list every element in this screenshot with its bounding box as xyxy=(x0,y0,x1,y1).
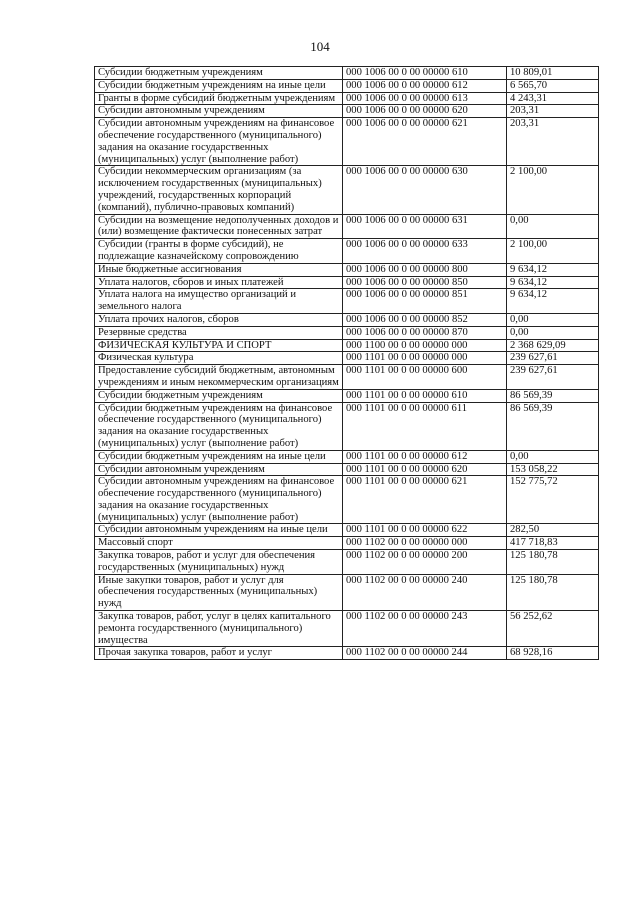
row-sum-cell: 0,00 xyxy=(507,326,599,339)
row-code-cell: 000 1102 00 0 00 00000 243 xyxy=(343,611,507,647)
row-name-cell: Резервные средства xyxy=(95,326,343,339)
row-code-cell: 000 1101 00 0 00 00000 000 xyxy=(343,352,507,365)
table-row xyxy=(95,537,599,550)
row-name-cell: Субсидии бюджетным учреждениям на иные цели xyxy=(95,79,343,92)
table-row xyxy=(95,263,599,276)
row-name-cell: Уплата налога на имущество организаций и земельного налога xyxy=(95,289,343,314)
row-code-cell: 000 1006 00 0 00 00000 870 xyxy=(343,326,507,339)
row-code-cell: 000 1006 00 0 00 00000 612 xyxy=(343,79,507,92)
row-sum-cell: 9 634,12 xyxy=(507,276,599,289)
row-sum-cell: 239 627,61 xyxy=(507,352,599,365)
row-code-cell: 000 1006 00 0 00 00000 852 xyxy=(343,313,507,326)
table-row xyxy=(95,611,599,647)
table-row xyxy=(95,166,599,214)
row-name-cell: Субсидии бюджетным учреждениям на финансовое обеспечение государственного (муниципального) задания на оказание государственных (муниципальных) услуг (выполнение работ) xyxy=(95,402,343,450)
row-name-cell: Субсидии автономным учреждениям xyxy=(95,105,343,118)
budget-table xyxy=(94,66,599,660)
table-row xyxy=(95,647,599,660)
row-code-cell: 000 1006 00 0 00 00000 633 xyxy=(343,239,507,264)
row-name-cell: Закупка товаров, работ, услуг в целях капитального ремонта государственного (муниципального) имущества xyxy=(95,611,343,647)
row-sum-cell: 86 569,39 xyxy=(507,389,599,402)
table-row xyxy=(95,524,599,537)
row-code-cell: 000 1101 00 0 00 00000 612 xyxy=(343,450,507,463)
table-row xyxy=(95,214,599,239)
row-code-cell: 000 1101 00 0 00 00000 620 xyxy=(343,463,507,476)
row-sum-cell: 4 243,31 xyxy=(507,92,599,105)
table-row xyxy=(95,105,599,118)
row-sum-cell: 10 809,01 xyxy=(507,67,599,80)
row-name-cell: Гранты в форме субсидий бюджетным учреждениям xyxy=(95,92,343,105)
row-name-cell: Массовый спорт xyxy=(95,537,343,550)
table-row xyxy=(95,339,599,352)
row-code-cell: 000 1101 00 0 00 00000 600 xyxy=(343,365,507,390)
row-code-cell: 000 1006 00 0 00 00000 610 xyxy=(343,67,507,80)
row-name-cell: ФИЗИЧЕСКАЯ КУЛЬТУРА И СПОРТ xyxy=(95,339,343,352)
row-code-cell: 000 1101 00 0 00 00000 611 xyxy=(343,402,507,450)
row-code-cell: 000 1006 00 0 00 00000 630 xyxy=(343,166,507,214)
row-name-cell: Предоставление субсидий бюджетным, автономным учреждениям и иным некоммерческим организациям xyxy=(95,365,343,390)
row-code-cell: 000 1006 00 0 00 00000 850 xyxy=(343,276,507,289)
row-code-cell: 000 1006 00 0 00 00000 613 xyxy=(343,92,507,105)
table-row xyxy=(95,402,599,450)
table-row xyxy=(95,450,599,463)
row-code-cell: 000 1101 00 0 00 00000 621 xyxy=(343,476,507,524)
row-name-cell: Субсидии бюджетным учреждениям xyxy=(95,389,343,402)
row-code-cell: 000 1006 00 0 00 00000 851 xyxy=(343,289,507,314)
table-row xyxy=(95,289,599,314)
row-code-cell: 000 1102 00 0 00 00000 000 xyxy=(343,537,507,550)
row-sum-cell: 9 634,12 xyxy=(507,263,599,276)
row-name-cell: Уплата налогов, сборов и иных платежей xyxy=(95,276,343,289)
row-code-cell: 000 1006 00 0 00 00000 800 xyxy=(343,263,507,276)
row-sum-cell: 6 565,70 xyxy=(507,79,599,92)
table-row xyxy=(95,550,599,575)
table-row xyxy=(95,276,599,289)
table-row xyxy=(95,313,599,326)
row-name-cell: Закупка товаров, работ и услуг для обеспечения государственных (муниципальных) нужд xyxy=(95,550,343,575)
row-code-cell: 000 1006 00 0 00 00000 631 xyxy=(343,214,507,239)
row-sum-cell: 417 718,83 xyxy=(507,537,599,550)
row-name-cell: Уплата прочих налогов, сборов xyxy=(95,313,343,326)
row-sum-cell: 153 058,22 xyxy=(507,463,599,476)
row-name-cell: Субсидии на возмещение недополученных доходов и (или) возмещение фактически понесенных затрат xyxy=(95,214,343,239)
row-name-cell: Субсидии автономным учреждениям на финансовое обеспечение государственного (муниципального) задания на оказание государственных (муниципальных) услуг (выполнение работ) xyxy=(95,476,343,524)
row-code-cell: 000 1102 00 0 00 00000 200 xyxy=(343,550,507,575)
budget-table-body xyxy=(95,67,599,660)
row-name-cell: Иные бюджетные ассигнования xyxy=(95,263,343,276)
row-name-cell: Субсидии бюджетным учреждениям на иные цели xyxy=(95,450,343,463)
row-code-cell: 000 1006 00 0 00 00000 621 xyxy=(343,118,507,166)
row-name-cell: Физическая культура xyxy=(95,352,343,365)
table-row xyxy=(95,352,599,365)
row-code-cell: 000 1006 00 0 00 00000 620 xyxy=(343,105,507,118)
row-name-cell: Субсидии бюджетным учреждениям xyxy=(95,67,343,80)
row-sum-cell: 282,50 xyxy=(507,524,599,537)
row-sum-cell: 203,31 xyxy=(507,105,599,118)
table-row xyxy=(95,118,599,166)
table-row xyxy=(95,326,599,339)
row-code-cell: 000 1102 00 0 00 00000 240 xyxy=(343,574,507,610)
row-code-cell: 000 1102 00 0 00 00000 244 xyxy=(343,647,507,660)
table-row xyxy=(95,463,599,476)
row-name-cell: Субсидии автономным учреждениям на финансовое обеспечение государственного (муниципального) задания на оказание государственных (муниципальных) услуг (выполнение работ) xyxy=(95,118,343,166)
row-sum-cell: 86 569,39 xyxy=(507,402,599,450)
row-sum-cell: 125 180,78 xyxy=(507,550,599,575)
table-row xyxy=(95,67,599,80)
row-sum-cell: 239 627,61 xyxy=(507,365,599,390)
table-row xyxy=(95,574,599,610)
row-sum-cell: 2 368 629,09 xyxy=(507,339,599,352)
table-row xyxy=(95,389,599,402)
row-sum-cell: 125 180,78 xyxy=(507,574,599,610)
row-name-cell: Субсидии (гранты в форме субсидий), не подлежащие казначейскому сопровождению xyxy=(95,239,343,264)
table-row xyxy=(95,476,599,524)
row-sum-cell: 0,00 xyxy=(507,313,599,326)
row-sum-cell: 2 100,00 xyxy=(507,166,599,214)
row-sum-cell: 2 100,00 xyxy=(507,239,599,264)
table-row xyxy=(95,79,599,92)
row-sum-cell: 9 634,12 xyxy=(507,289,599,314)
row-sum-cell: 68 928,16 xyxy=(507,647,599,660)
row-sum-cell: 56 252,62 xyxy=(507,611,599,647)
row-code-cell: 000 1100 00 0 00 00000 000 xyxy=(343,339,507,352)
row-sum-cell: 0,00 xyxy=(507,214,599,239)
row-sum-cell: 0,00 xyxy=(507,450,599,463)
row-name-cell: Прочая закупка товаров, работ и услуг xyxy=(95,647,343,660)
page-number: 104 xyxy=(310,39,330,54)
row-code-cell: 000 1101 00 0 00 00000 622 xyxy=(343,524,507,537)
table-row xyxy=(95,365,599,390)
table-row xyxy=(95,92,599,105)
row-name-cell: Субсидии некоммерческим организациям (за исключением государственных (муниципальных) учреждений, государственных корпораций (компаний), публично-правовых компаний) xyxy=(95,166,343,214)
row-sum-cell: 203,31 xyxy=(507,118,599,166)
row-name-cell: Субсидии автономным учреждениям на иные цели xyxy=(95,524,343,537)
table-row xyxy=(95,239,599,264)
row-name-cell: Иные закупки товаров, работ и услуг для обеспечения государственных (муниципальных) нужд xyxy=(95,574,343,610)
row-name-cell: Субсидии автономным учреждениям xyxy=(95,463,343,476)
row-code-cell: 000 1101 00 0 00 00000 610 xyxy=(343,389,507,402)
row-sum-cell: 152 775,72 xyxy=(507,476,599,524)
